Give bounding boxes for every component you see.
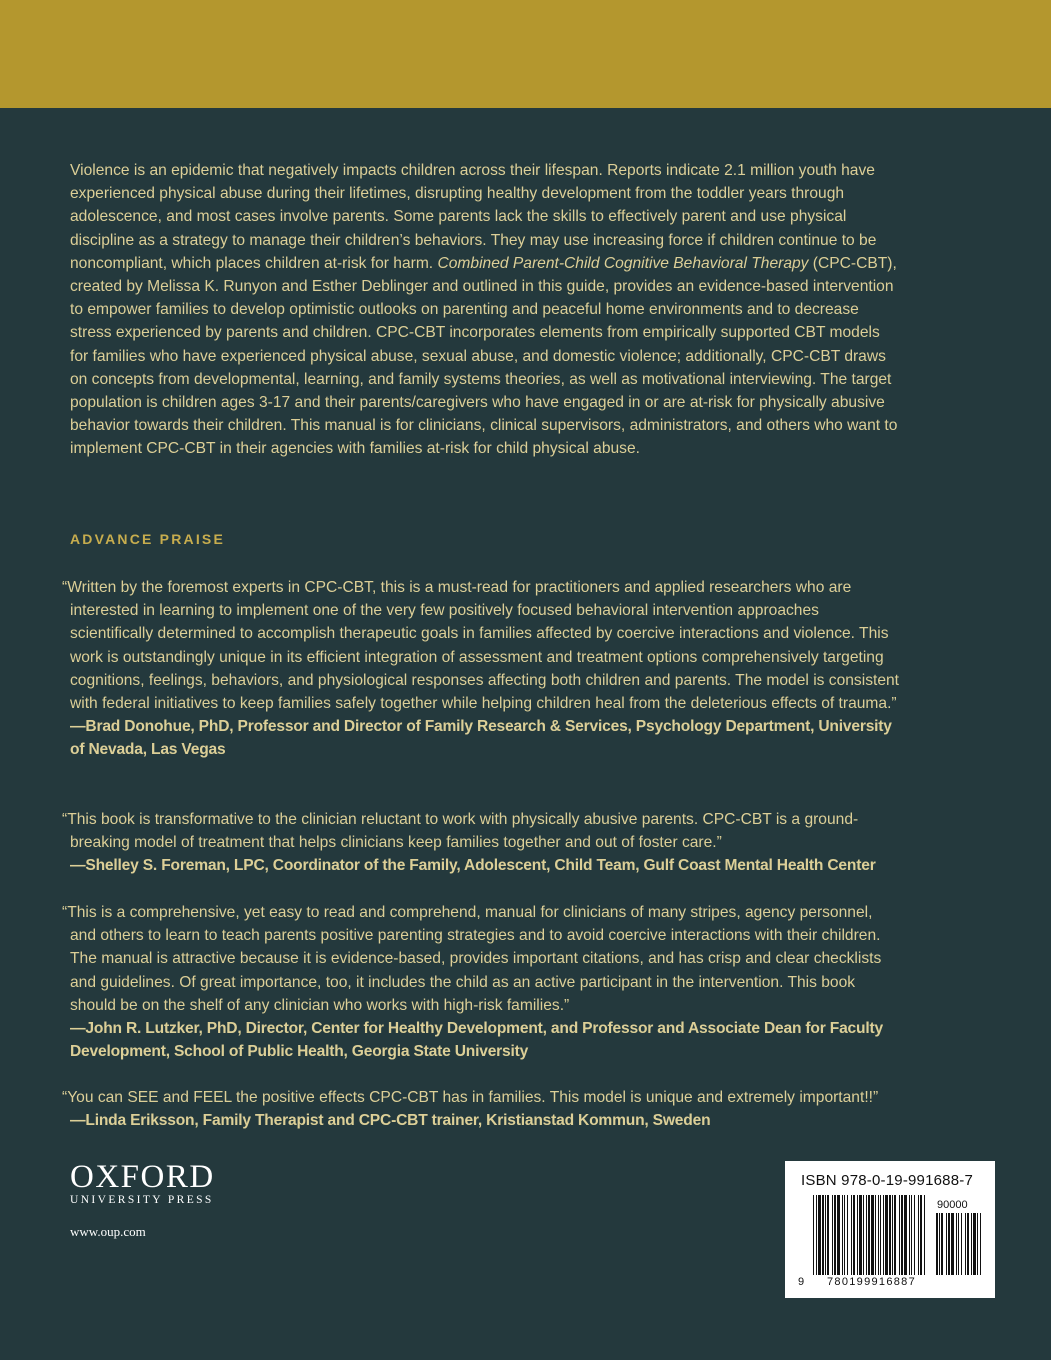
barcode-bar xyxy=(883,1195,884,1275)
barcode-bar xyxy=(973,1213,976,1275)
isbn-label: ISBN 978-0-19-991688-7 xyxy=(801,1172,974,1189)
barcode-bar xyxy=(818,1195,821,1275)
barcode-bar xyxy=(868,1195,870,1275)
barcode-bar xyxy=(851,1195,852,1275)
barcode-bar xyxy=(946,1213,947,1275)
barcode-bar xyxy=(965,1213,966,1275)
barcode-bar xyxy=(847,1195,848,1275)
praise-quote xyxy=(62,808,902,878)
barcode-bar xyxy=(909,1195,910,1275)
barcode-bar xyxy=(834,1195,836,1275)
barcode-bar xyxy=(956,1213,957,1275)
barcode-box xyxy=(785,1161,995,1298)
barcode-bar xyxy=(842,1195,843,1275)
barcode-bar xyxy=(885,1195,888,1275)
barcode-bar xyxy=(871,1195,874,1275)
barcode-bar xyxy=(892,1195,893,1275)
barcode-bar xyxy=(825,1195,826,1275)
barcode-bar xyxy=(875,1195,876,1275)
quote-text: “This is a comprehensive, yet easy to read and comprehend, manual for clinicians of many stripes, agency personnel, and others to learn to teach parents positive parenting strategies and to avoid coercive interactions with their children. The manual is attractive because it is evidence-based, provides important citations, and has crisp and clear checklists and guidelines. Of great importance, too, it includes the child as an active participant in the intervention. This book should be on the shelf of any clinician who works with high-risk families.” xyxy=(62,904,882,1014)
barcode-bar xyxy=(866,1195,867,1275)
barcode-bar xyxy=(948,1213,950,1275)
barcode-bar xyxy=(899,1195,900,1275)
quote-attribution: —Shelley S. Foreman, LPC, Coordinator of the Family, Adolescent, Child Team, Gulf Coast Mental Health Center xyxy=(70,857,876,875)
praise-quote xyxy=(62,576,902,762)
barcode-bar xyxy=(822,1195,824,1275)
barcode-bar xyxy=(967,1213,969,1275)
barcode-bar xyxy=(894,1195,896,1275)
barcode-price-code: 90000 xyxy=(937,1199,968,1211)
barcode-bar xyxy=(816,1195,817,1275)
barcode-bar xyxy=(889,1195,891,1275)
top-color-band xyxy=(0,0,1051,108)
barcode-digits: 780199916887 xyxy=(827,1276,917,1288)
quote-attribution: —Brad Donohue, PhD, Professor and Director of Family Research & Services, Psychology Department, University of Nevada, Las Vegas xyxy=(70,718,892,759)
barcode-bar xyxy=(971,1213,972,1275)
barcode-bar xyxy=(924,1195,925,1275)
quote-attribution: —John R. Lutzker, PhD, Director, Center for Healthy Development, and Professor and Associate Dean for Faculty Development, School of Public Health, Georgia State University xyxy=(70,1020,883,1061)
barcode-bar xyxy=(853,1195,855,1275)
barcode-bar xyxy=(880,1195,881,1275)
quote-attribution: —Linda Eriksson, Family Therapist and CPC-CBT trainer, Kristianstad Kommun, Sweden xyxy=(70,1112,711,1130)
barcode-bar xyxy=(837,1195,840,1275)
description-part-2: (CPC-CBT), created by Melissa K. Runyon and Esther Deblinger and outlined in this guide, provides an evidence-based intervention to empower families to develop optimistic outlooks on parenting and peaceful home environments and to decrease stress experienced by parents and children. CPC-CBT incorporates elements from empirically supported CBT models for families who have experienced physical abuse, sexual abuse, and domestic violence; additionally, CPC-CBT draws on concepts from developmental, learning, and family systems theories, as well as motivational interviewing. The target population is children ages 3-17 and their parents/caregivers who have engaged in or are at-risk for physically abusive behavior towards their children. This manual is for clinicians, clinical supervisors, administrators, and others who want to implement CPC-CBT in their agencies with families at-risk for child physical abuse. xyxy=(70,254,898,458)
barcode-bar xyxy=(958,1213,959,1275)
quote-text: “You can SEE and FEEL the positive effects CPC-CBT has in families. This model is unique and extremely important!!” xyxy=(62,1089,879,1106)
barcode-bar xyxy=(827,1195,829,1275)
barcode-bar xyxy=(980,1213,981,1275)
barcode-bar xyxy=(863,1195,864,1275)
barcode-bar xyxy=(859,1195,862,1275)
barcode-bar xyxy=(939,1213,940,1275)
barcode-bar xyxy=(857,1195,858,1275)
book-title-italic: Combined Parent-Child Cognitive Behavioral Therapy xyxy=(437,254,809,272)
barcode-bar xyxy=(961,1213,962,1275)
publisher-logo xyxy=(70,1159,215,1206)
barcode-bar xyxy=(878,1195,879,1275)
description-part-1: Violence is an epidemic that negatively impacts children across their lifespan. Reports indicate 2.1 million youth have experienced physical abuse during their lifetimes, disrupting healthy development from the toddler years through adolescence, and most cases involve parents. Some parents lack the skills to effectively parent and use physical discipline as a strategy to manage their children’s behaviors. They may use increasing force if children continue to be noncompliant, which places children at-risk for harm. xyxy=(70,162,877,272)
barcode-bar xyxy=(918,1195,919,1275)
publisher-name: OXFORD xyxy=(70,1159,215,1195)
barcode-bar xyxy=(911,1195,912,1275)
quote-text: “Written by the foremost experts in CPC-CBT, this is a must-read for practitioners and applied researchers who are interested in learning to implement one of the very few positively focused behavioral intervention approaches scientifically determined to accomplish therapeutic goals in families affected by coercive interactions and violence. This work is outstandingly unique in its efficient integration of assessment and treatment options comprehensively targeting cognitions, feelings, behaviors, and physiological responses affecting both children and parents. The model is consistent with federal initiatives to keep families safely together while helping children heal from the deleterious effects of trauma.” xyxy=(62,579,899,713)
barcode-bar xyxy=(904,1195,907,1275)
publisher-subtitle: UNIVERSITY PRESS xyxy=(70,1194,214,1206)
barcode-bar xyxy=(844,1195,845,1275)
barcode-bar xyxy=(901,1195,903,1275)
quote-text: “This book is transformative to the clinician reluctant to work with physically abusive parents. CPC-CBT is a ground-breaking model of treatment that helps clinicians keep families together and out of foster care.” xyxy=(62,811,859,852)
barcode-bar xyxy=(914,1195,915,1275)
publisher-url: www.oup.com xyxy=(70,1224,146,1239)
praise-quote xyxy=(62,1086,902,1132)
book-description xyxy=(70,159,900,461)
praise-quote xyxy=(62,901,902,1063)
barcode-bar xyxy=(813,1195,814,1275)
barcode-bar xyxy=(941,1213,943,1275)
barcode-bar xyxy=(920,1195,922,1275)
barcode-bar xyxy=(977,1213,978,1275)
barcode-bar xyxy=(936,1213,938,1275)
barcode-bar xyxy=(951,1213,954,1275)
barcode-lead-digit: 9 xyxy=(798,1276,805,1288)
barcode-bar xyxy=(832,1195,833,1275)
advance-praise-heading: ADVANCE PRAISE xyxy=(70,531,226,547)
